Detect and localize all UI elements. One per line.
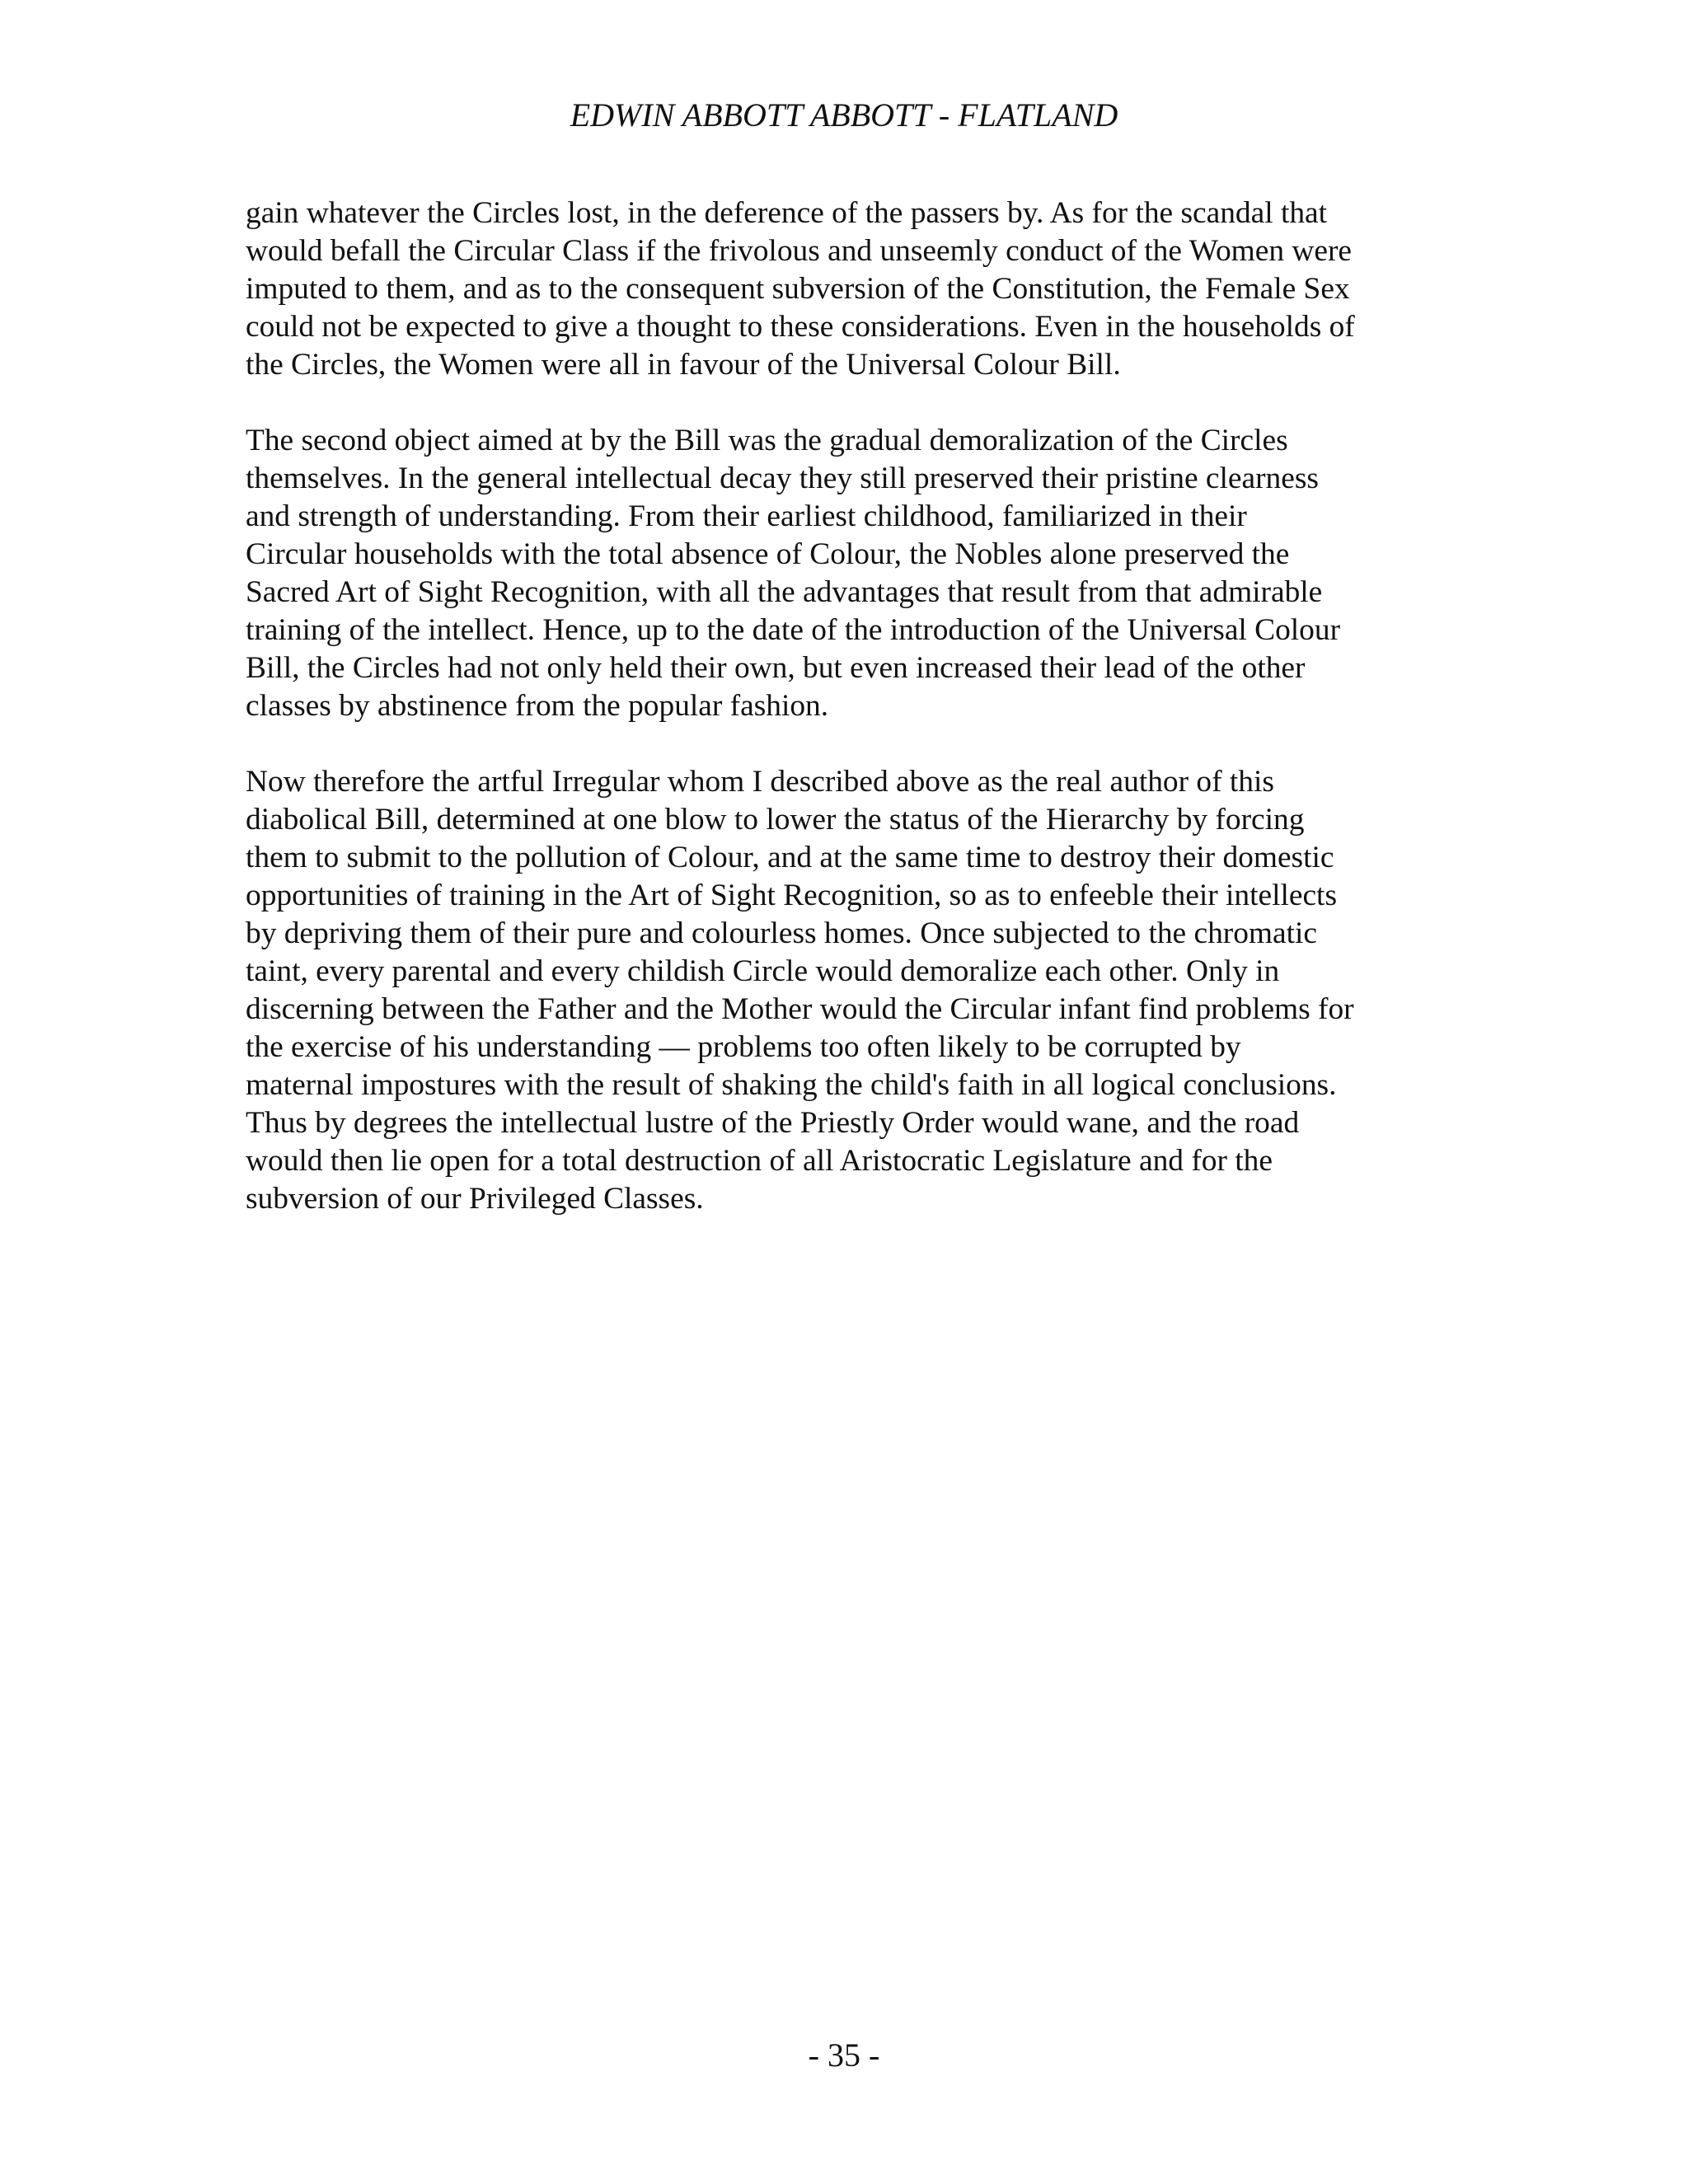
paragraph-spacer: [246, 384, 1441, 422]
text-line: maternal impostures with the result of shaking the child's faith in all logical conclusions.: [246, 1068, 1337, 1102]
text-line: training of the intellect. Hence, up to the date of the introduction of the Universal Colour: [246, 613, 1341, 647]
text-line: the Circles, the Women were all in favour of the Universal Colour Bill.: [246, 348, 1121, 382]
paragraph-3: [246, 763, 1441, 1218]
text-line: discerning between the Father and the Mother would the Circular infant find problems for: [246, 992, 1354, 1026]
text-line: classes by abstinence from the popular fashion.: [246, 689, 829, 723]
text-line: diabolical Bill, determined at one blow to lower the status of the Hierarchy by forcing: [246, 803, 1305, 837]
text-line: themselves. In the general intellectual decay they still preserved their pristine clearness: [246, 462, 1319, 495]
text-line: opportunities of training in the Art of Sight Recognition, so as to enfeeble their intellects: [246, 879, 1337, 912]
text-line: the exercise of his understanding — problems too often likely to be corrupted by: [246, 1030, 1241, 1064]
text-line: gain whatever the Circles lost, in the deference of the passers by. As for the scandal that: [246, 196, 1328, 230]
text-line: and strength of understanding. From their earliest childhood, familiarized in their: [246, 499, 1247, 533]
text-line: them to submit to the pollution of Colour, and at the same time to destroy their domestic: [246, 841, 1334, 874]
page-number: - 35 -: [808, 2036, 880, 2074]
text-line: Thus by degrees the intellectual lustre of the Priestly Order would wane, and the road: [246, 1106, 1300, 1140]
text-line: imputed to them, and as to the consequent subversion of the Constitution, the Female Sex: [246, 272, 1350, 306]
text-line: would then lie open for a total destruction of all Aristocratic Legislature and for the: [246, 1144, 1273, 1178]
paragraph-spacer: [246, 725, 1441, 763]
text-line: subversion of our Privileged Classes.: [246, 1182, 704, 1216]
text-line: could not be expected to give a thought to these considerations. Even in the households of: [246, 310, 1355, 344]
text-line: The second object aimed at by the Bill was the gradual demoralization of the Circles: [246, 424, 1288, 457]
text-line: Sacred Art of Sight Recognition, with all the advantages that result from that admirable: [246, 575, 1323, 609]
text-line: Bill, the Circles had not only held their own, but even increased their lead of the other: [246, 651, 1306, 685]
text-line: by depriving them of their pure and colourless homes. Once subjected to the chromatic: [246, 916, 1317, 950]
running-header: EDWIN ABBOTT ABBOTT - FLATLAND: [570, 96, 1118, 134]
paragraph-2: [246, 422, 1441, 725]
text-line: would befall the Circular Class if the frivolous and unseemly conduct of the Women were: [246, 234, 1353, 268]
body-text: [246, 194, 1441, 1218]
paragraph-1: [246, 194, 1441, 384]
text-line: taint, every parental and every childish Circle would demoralize each other. Only in: [246, 954, 1280, 988]
text-line: Circular households with the total absence of Colour, the Nobles alone preserved the: [246, 537, 1290, 571]
text-line: Now therefore the artful Irregular whom I described above as the real author of this: [246, 765, 1274, 799]
